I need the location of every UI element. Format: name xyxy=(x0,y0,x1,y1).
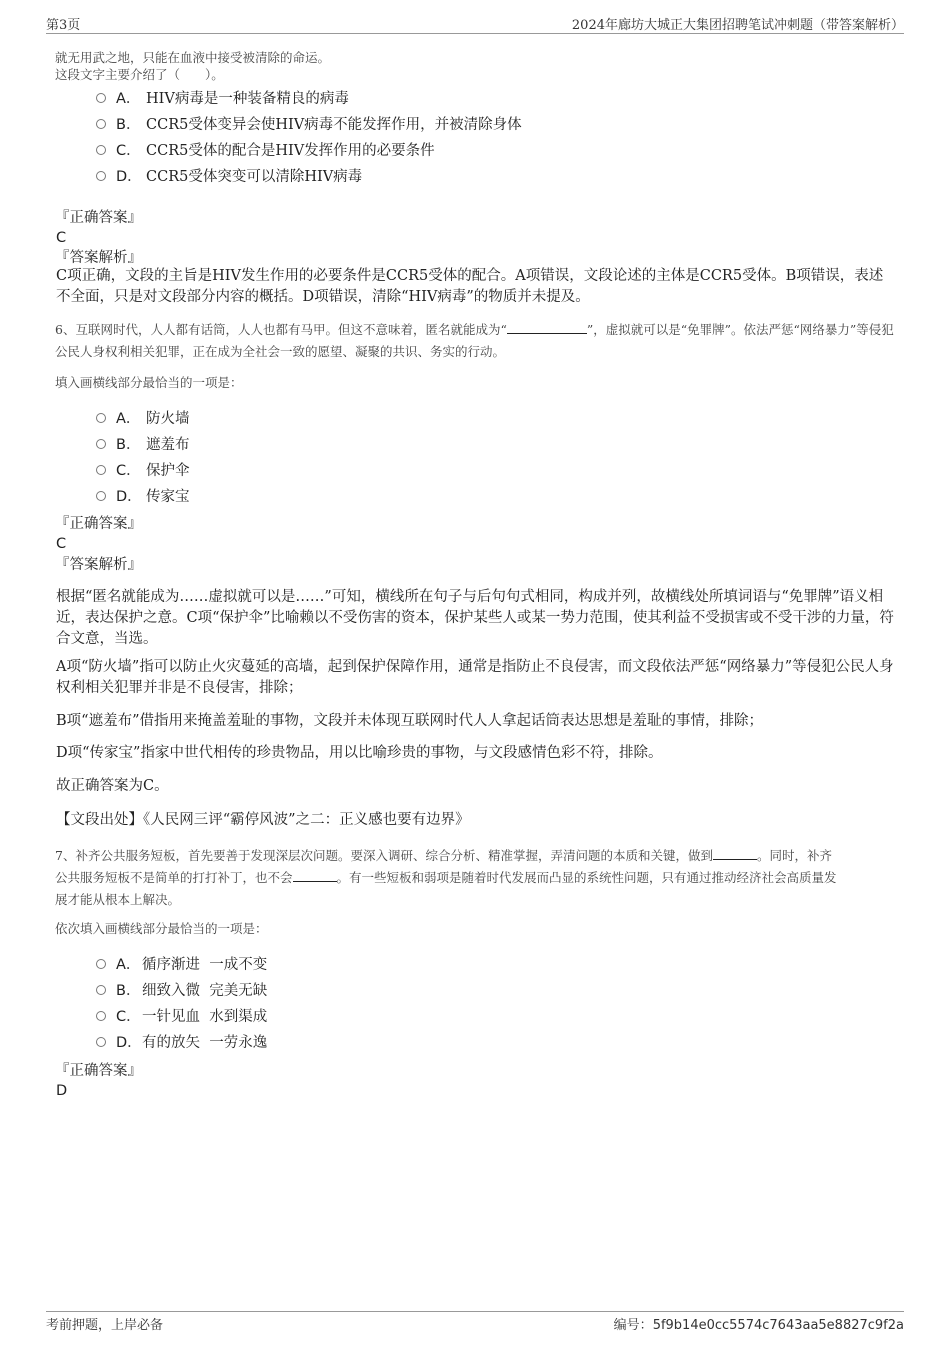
radio-icon[interactable] xyxy=(96,93,106,103)
q7-option-a[interactable]: A． 循序渐进 一成不变 xyxy=(96,955,267,975)
q6-source: 【文段出处】《人民网三评“霸停风波”之二：正义感也要有边界》 xyxy=(56,812,470,828)
q6-analysis-p1: 根据“匿名就能成为……虚拟就可以是……”可知，横线所在句子与后句句式相同，构成并列，故横线处所填词语与“免罪牌”语义相近，表达保护之意。C项“保护伞”比喻赖以不受伤害的资本，保护某些人或某一势力范围，使其利益不受损害或不受干涉的力量，符合文意，当选。 xyxy=(56,589,894,647)
q7-option-c[interactable]: C．一针见血 水到渠成 xyxy=(96,1007,267,1027)
radio-icon[interactable] xyxy=(96,145,106,155)
q5-option-a[interactable]: A． HIV病毒是一种装备精良的病毒 xyxy=(96,89,349,109)
radio-icon[interactable] xyxy=(96,1037,106,1047)
header-rule xyxy=(46,33,904,34)
q5-option-c[interactable]: C． CCR5受体的配合是HIV发挥作用的必要条件 xyxy=(96,141,435,161)
q6-answer-label: 『正确答案』 xyxy=(55,516,142,532)
q5-stem: 这段文字主要介绍了（ ）。 xyxy=(55,67,224,82)
radio-icon[interactable] xyxy=(96,1011,106,1021)
q7-answer: D xyxy=(56,1083,68,1099)
option-text: CCR5受体变异会使HIV病毒不能发挥作用，并被清除身体 xyxy=(146,117,522,133)
q6-option-b[interactable]: B． 遮羞布 xyxy=(96,435,190,455)
page-number: 第3页 xyxy=(46,18,81,33)
q5-analysis-label: 『答案解析』 xyxy=(55,250,142,266)
option-text: 循序渐进 一成不变 xyxy=(142,957,268,973)
q5-answer: C xyxy=(56,230,67,246)
q6-prompt: 填入画横线部分最恰当的一项是： xyxy=(55,375,243,390)
option-text: 细致入微 完美无缺 xyxy=(142,983,268,999)
q6-analysis-conclusion: 故正确答案为C。 xyxy=(56,778,169,794)
footer-code xyxy=(614,1314,904,1333)
fill-blank xyxy=(713,847,757,860)
option-text: 有的放矢 一劳永逸 xyxy=(142,1035,268,1051)
document-title: 2024年廊坊大城正大集团招聘笔试冲刺题（带答案解析） xyxy=(571,18,904,33)
q7-stem: 7、补齐公共服务短板，首先要善于发现深层次问题。要深入调研、综合分析、精准掌握，弄清问题的本质和关键，做到 。同时，补齐 公共服务短板不是简单的打打补丁，也不会 。有一些短板和弱项是随着时代发展而凸显的系统性问题，只有通过推动经济社会高质量发 展才能从根本上解决。 xyxy=(55,848,837,907)
radio-icon[interactable] xyxy=(96,465,106,475)
option-text: HIV病毒是一种装备精良的病毒 xyxy=(146,91,349,107)
footer-slogan: 考前押题，上岸必备 xyxy=(46,1318,164,1333)
option-text: CCR5受体突变可以清除HIV病毒 xyxy=(146,169,363,185)
q7-option-d[interactable]: D．有的放矢 一劳永逸 xyxy=(96,1033,267,1053)
radio-icon[interactable] xyxy=(96,985,106,995)
option-text: CCR5受体的配合是HIV发挥作用的必要条件 xyxy=(146,143,435,159)
q5-option-d[interactable]: D． CCR5受体突变可以清除HIV病毒 xyxy=(96,167,362,187)
q5-passage-end: 就无用武之地，只能在血液中接受被清除的命运。 xyxy=(55,50,331,65)
q6-answer: C xyxy=(56,536,67,552)
q6-option-c[interactable]: C． 保护伞 xyxy=(96,461,190,481)
q6-option-a[interactable]: A． 防火墙 xyxy=(96,409,190,429)
q7-answer-label: 『正确答案』 xyxy=(55,1063,142,1079)
radio-icon[interactable] xyxy=(96,171,106,181)
radio-icon[interactable] xyxy=(96,959,106,969)
q6-stem: 6、互联网时代，人人都有话筒，人人也都有马甲。但这不意味着，匿名就能成为“ ”，虚拟就可以是“免罪牌”。依法严惩“网络暴力”等侵犯公民人身权利相关犯罪，正在成为全社会一致的愿望、凝聚的共识、务实的行动。 xyxy=(55,322,894,359)
radio-icon[interactable] xyxy=(96,413,106,423)
radio-icon[interactable] xyxy=(96,439,106,449)
footer-rule xyxy=(46,1311,904,1312)
q5-option-b[interactable]: B． CCR5受体变异会使HIV病毒不能发挥作用，并被清除身体 xyxy=(96,115,522,135)
radio-icon[interactable] xyxy=(96,119,106,129)
fill-blank xyxy=(507,321,587,334)
option-text: 保护伞 xyxy=(146,463,190,479)
option-text: 遮羞布 xyxy=(146,437,190,453)
radio-icon[interactable] xyxy=(96,491,106,501)
code-value: 5f9b14e0cc5574c7643aa5e8827c9f2a xyxy=(652,1318,904,1333)
q5-analysis: C项正确，文段的主旨是HIV发生作用的必要条件是CCR5受体的配合。A项错误，文段论述的主体是CCR5受体。B项错误，表述不全面，只是对文段部分内容的概括。D项错误，清除“HIV病毒”的物质并未提及。 xyxy=(56,268,884,305)
option-text: 传家宝 xyxy=(146,489,190,505)
option-text: 一针见血 水到渠成 xyxy=(142,1009,268,1025)
q6-option-d[interactable]: D． 传家宝 xyxy=(96,487,190,507)
fill-blank xyxy=(293,869,337,882)
q6-analysis-p4: D项“传家宝”指家中世代相传的珍贵物品，用以比喻珍贵的事物，与文段感情色彩不符，排除。 xyxy=(56,745,663,761)
q7-option-b[interactable]: B． 细致入微 完美无缺 xyxy=(96,981,267,1001)
q6-analysis-label: 『答案解析』 xyxy=(55,557,142,573)
q6-analysis-p3: B项“遮羞布”借指用来掩盖羞耻的事物，文段并未体现互联网时代人人拿起话筒表达思想是羞耻的事情，排除； xyxy=(56,713,763,729)
option-text: 防火墙 xyxy=(146,411,190,427)
q7-prompt: 依次填入画横线部分最恰当的一项是： xyxy=(55,921,268,936)
q5-answer-label: 『正确答案』 xyxy=(55,210,142,226)
code-label: 编号： xyxy=(613,1318,653,1333)
q6-analysis-p2: A项“防火墙”指可以防止火灾蔓延的高墙，起到保护保障作用，通常是指防止不良侵害，而文段依法严惩“网络暴力”等侵犯公民人身权利相关犯罪并非是不良侵害，排除； xyxy=(56,659,894,696)
